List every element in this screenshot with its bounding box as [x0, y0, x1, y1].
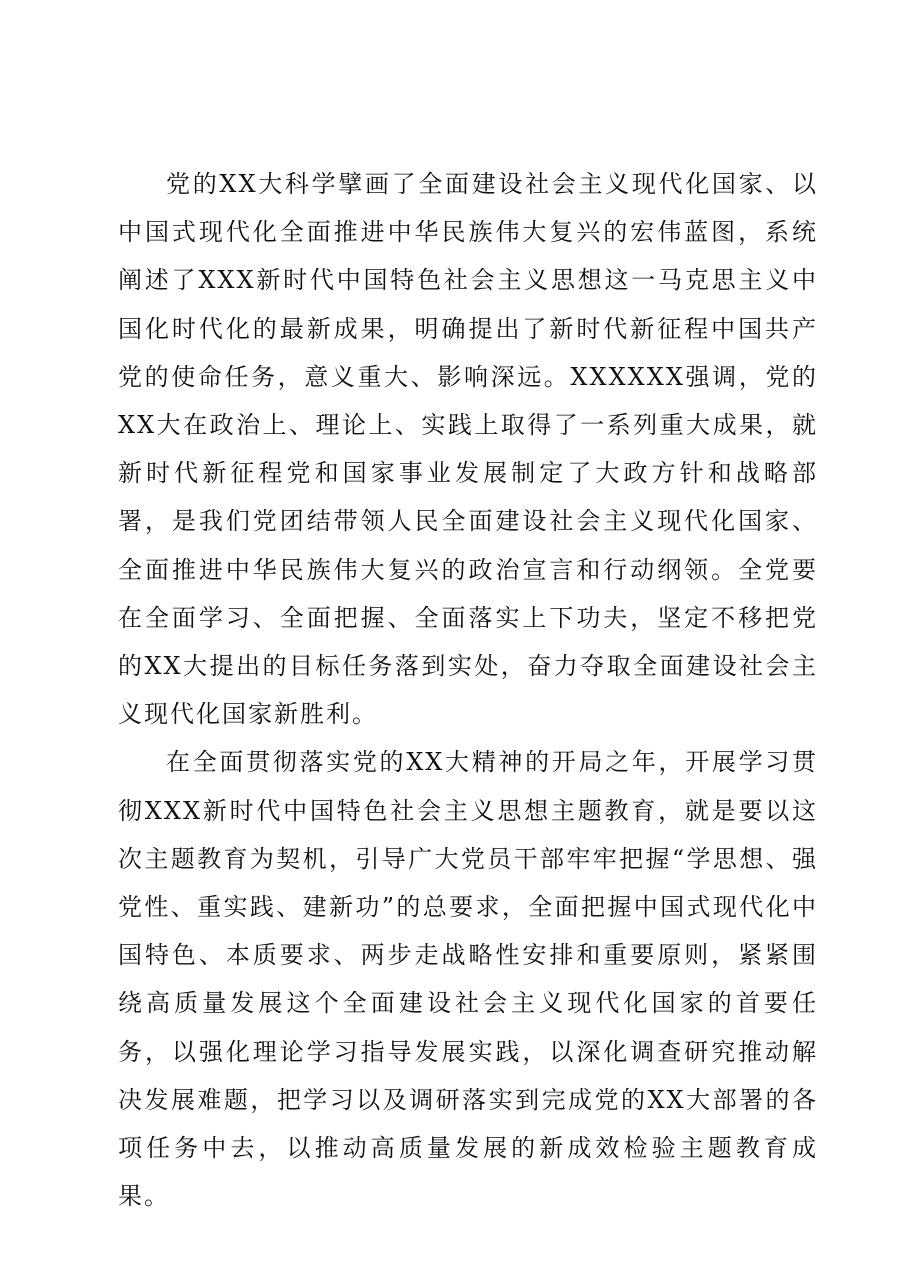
- paragraph: 在全面贯彻落实党的XX大精神的开局之年，开展学习贯彻XXX新时代中国特色社会主义思想主题教育，就是要以这次主题教育为契机，引导广大党员干部牢牢把握“学思想、强党性、重实践、建新功”的总要求，全面把握中国式现代化中国特色、本质要求、两步走战略性安排和重要原则，紧紧围绕高质量发展这个全面建设社会主义现代化国家的首要任务，以强化理论学习指导发展实践，以深化调查研究推动解决发展难题，把学习以及调研落实到完成党的XX大部署的各项任务中去，以推动高质量发展的新成效检验主题教育成果。: [118, 748, 818, 1211]
- paragraph: 党的XX大科学擘画了全面建设社会主义现代化国家、以中国式现代化全面推进中华民族伟大复兴的宏伟蓝图，系统阐述了XXX新时代中国特色社会主义思想这一马克思主义中国化时代化的最新成果，明确提出了新时代新征程中国共产党的使命任务，意义重大、影响深远。XXXXXX强调，党的XX大在政治上、理论上、实践上取得了一系列重大成果，就新时代新征程党和国家事业发展制定了大政方针和战略部署，是我们党团结带领人民全面建设社会主义现代化国家、全面推进中华民族伟大复兴的政治宣言和行动纲领。全党要在全面学习、全面把握、全面落实上下功夫，坚定不移把党的XX大提出的目标任务落到实处，奋力夺取全面建设社会主义现代化国家新胜利。: [118, 170, 818, 729]
- document-body: [118, 160, 818, 1220]
